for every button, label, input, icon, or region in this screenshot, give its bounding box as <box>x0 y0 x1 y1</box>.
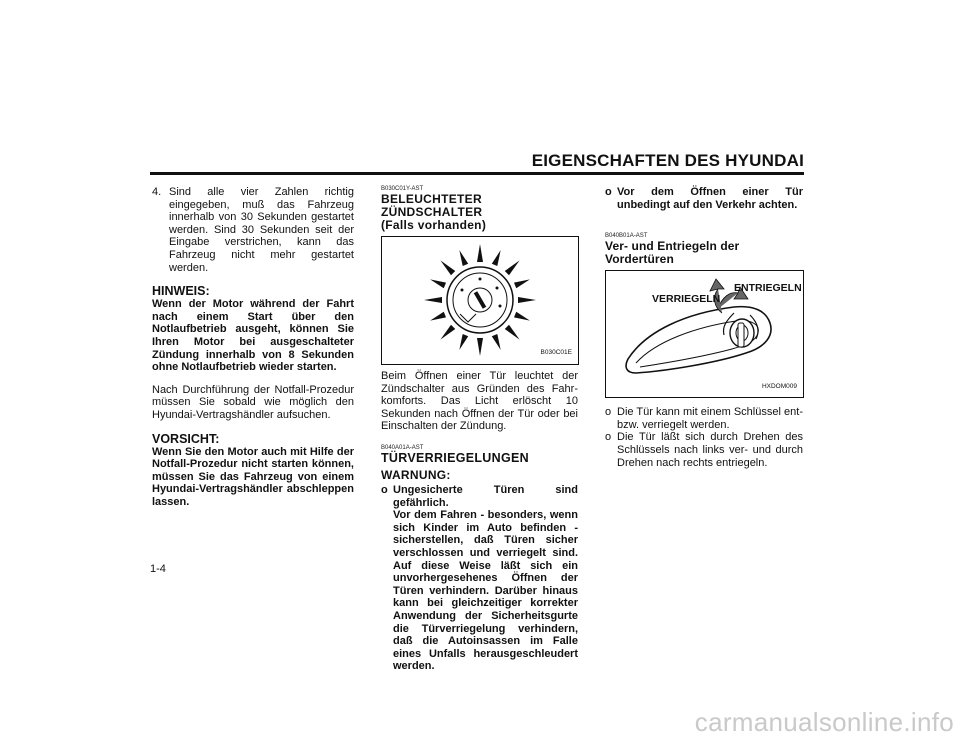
ignition-paragraph: Beim Öffnen einer Tür leuchtet der Zündschalter aus Gründen des Fahr-komforts. Das Licht erlöscht 10 Sekunden nach Öffnen der Tür oder bei Einschalten der Zündung. <box>381 370 578 433</box>
traffic-bullet <box>605 186 803 211</box>
warning-lead: Ungesicherte Türen sind gefährlich. <box>393 483 578 509</box>
section-subtitle: (Falls vorhanden) <box>381 218 487 232</box>
watermark: carmanualsonline.info <box>694 707 954 737</box>
bullet-marker: o <box>605 431 612 444</box>
vorsicht-text: Wenn Sie den Motor auch mit Hilfe der Notfall-Prozedur nicht starten können, müssen Sie das Fahrzeug von einem Hyundai-Vertragshändler abschleppen lassen. <box>152 445 354 508</box>
column-3 <box>605 186 803 469</box>
section-code: B030C01Y-AST <box>381 186 424 192</box>
header-rule <box>150 172 804 175</box>
verriegeln-label: VERRIEGELN <box>652 293 721 306</box>
traffic-bullet-text: Vor dem Öffnen einer Tür unbedingt auf den Verkehr achten. <box>617 186 803 211</box>
key-bullet-2-text: Die Tür läßt sich durch Drehen des Schlüssels nach links ver- und durch Drehen nach rechts entriegeln. <box>617 431 803 469</box>
column-2 <box>381 186 578 673</box>
section-code: B040B01A-AST <box>605 233 648 240</box>
section-title: Ver- und Entriegeln der Vordertüren <box>605 239 740 267</box>
section-title: BELEUCHTETER ZÜNDSCHALTER <box>381 192 483 219</box>
section-code: B040A01A-AST <box>381 444 424 451</box>
figure-code: B030C01E <box>540 349 572 357</box>
entriegeln-label: ENTRIEGELN <box>734 282 802 295</box>
item-text: Sind alle vier Zahlen richtig eingegeben, muß das Fahrzeug innerhalb von 30 Sekunden gestartet werden. Sind 30 Sekunden seit der Eingabe verstrichen, kann das Fahrzeug nicht mehr gestartet werden. <box>169 186 354 274</box>
illuminated-ignition-switch-image <box>382 237 578 364</box>
column-1 <box>152 186 354 508</box>
warning-text: Vor dem Fahren - besonders, wenn sich Kinder im Auto befinden - sicherstellen, daß Türen sicher verschlossen und verriegelt sind. Auf diese Weise läßt sich ein unvorhergesehenes Öffnen der Türen verhindern. Darüber hinaus kann bei gleichzeitiger korrekter Anwendung der Sicherheitsgurte die Türverriegelung verhindern, daß die Autoinsassen im Falle eines Unfalls herausgeschleudert werden. <box>393 509 578 673</box>
page-number: 1-4 <box>150 563 166 575</box>
door-lock-figure <box>605 270 804 398</box>
warning-heading: WARNUNG: <box>381 467 451 482</box>
key-bullet-1 <box>605 406 803 431</box>
hinweis-heading: HINWEIS: <box>152 284 210 299</box>
hinweis-text: Wenn der Motor während der Fahrt nach einem Start über den Notlaufbetrieb ausgeht, können Sie Ihren Motor bei ausgeschalteter Zündung innerhalb von 8 Sekunden ohne Notlaufbetrieb wieder starten. <box>152 298 354 374</box>
warning-bullet <box>381 484 578 673</box>
key-bullet-1-text: Die Tür kann mit einem Schlüssel ent- bzw. verriegelt werden. <box>617 406 803 431</box>
ignition-switch-figure <box>381 236 579 365</box>
item-number: 4. <box>152 186 162 198</box>
vorsicht-heading: VORSICHT: <box>152 431 220 446</box>
figure-code: HXDOM009 <box>761 382 797 390</box>
key-bullet-2 <box>605 431 803 469</box>
page-header-title: EIGENSCHAFTEN DES HYUNDAI <box>531 151 804 170</box>
section-title: TÜRVERRIEGELUNGEN <box>381 450 529 465</box>
numbered-item-4 <box>152 186 354 274</box>
bullet-marker: o <box>605 406 612 419</box>
warning-bullet-body <box>393 484 578 673</box>
bullet-marker: o <box>381 483 388 496</box>
notfall-paragraph: Nach Durchführung der Notfall-Prozedur müssen Sie sobald wie möglich den Hyundai-Vertragshändler aufsuchen. <box>152 383 354 421</box>
bullet-marker: o <box>605 186 612 198</box>
